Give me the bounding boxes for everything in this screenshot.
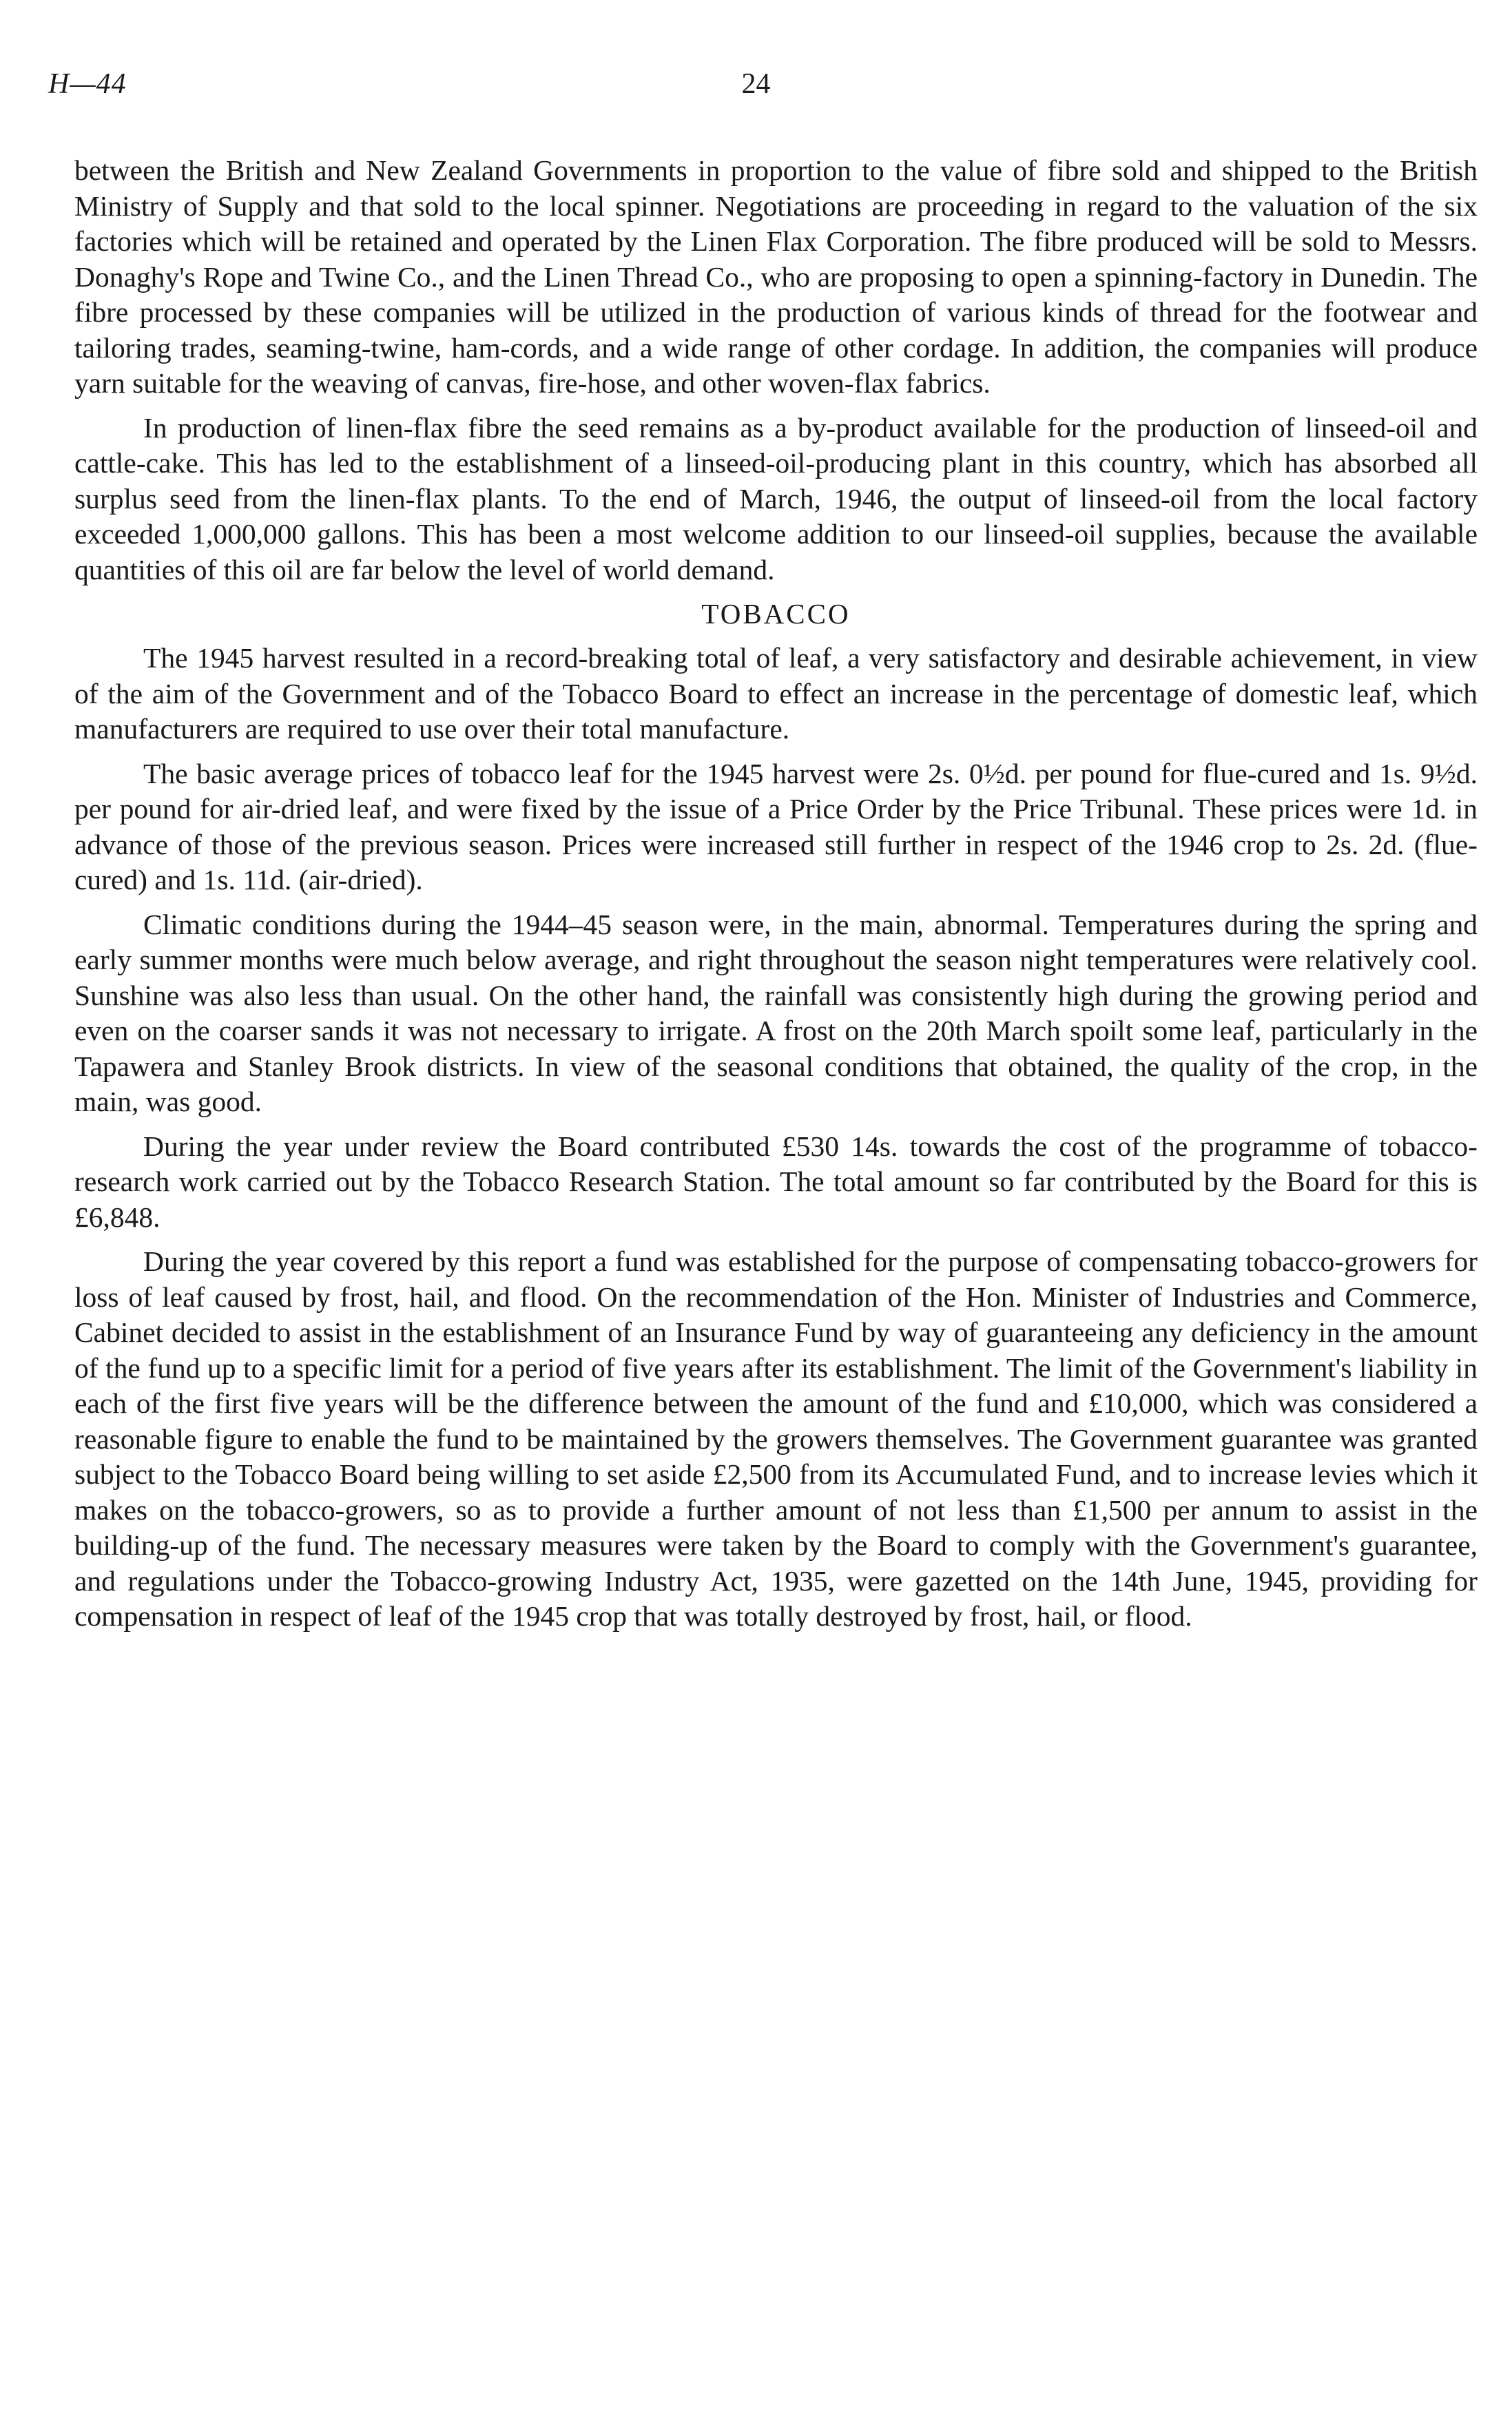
- paragraph: Climatic conditions during the 1944–45 season were, in the main, abnormal. Temperatures during the spring and early summer months were much below average, and right throughout the season night temperatures were relatively cool. Sunshine was also less than usual. On the other hand, the rainfall was consistently high during the growing period and even on the coarser sands it was not necessary to irrigate. A frost on the 20th March spoilt some leaf, particularly in the Tapawera and Stanley Brook districts. In view of the seasonal conditions that obtained, the quality of the crop, in the main, was good.: [74, 908, 1478, 1117]
- paragraph: The 1945 harvest resulted in a record-breaking total of leaf, a very satisfactory and desirable achievement, in view of the aim of the Government and of the Tobacco Board to effect an increase in the percentage of domestic leaf, which manufacturers are required to use over their total manufacture.: [74, 642, 1478, 745]
- paragraph: The basic average prices of tobacco leaf for the 1945 harvest were 2s. 0½d. per pound for flue-cured and 1s. 9½d. per pound for air-dried leaf, and were fixed by the issue of a Price Order by the Price Tribunal. These prices were 1d. in advance of those of the previous season. Prices were increased still further in respect of the 1946 crop to 2s. 2d. (flue-cured) and 1s. 11d. (air-dried).: [74, 757, 1478, 895]
- section-heading: TOBACCO: [701, 598, 851, 630]
- body-text: [74, 153, 1478, 1644]
- paragraph: During the year covered by this report a fund was established for the purpose of compensating tobacco-growers for loss of leaf caused by frost, hail, and flood. On the recommendation of the Hon. Minister of Industries and Commerce, Cabinet decided to assist in the establishment of an Insurance Fund by way of guaranteeing any deficiency in the amount of the fund up to a specific limit for a period of five years after its establishment. The limit of the Government's liability in each of the first five years will be the difference between the amount of the fund and £10,000, which was considered a reasonable figure to enable the fund to be maintained by the growers themselves. The Government guarantee was granted subject to the Tobacco Board being willing to set aside £2,500 from its Accumulated Fund, and to increase levies which it makes on the tobacco-growers, so as to provide a further amount of not less than £1,500 per annum to assist in the building-up of the fund. The necessary measures were taken by the Board to comply with the Government's guarantee, and regulations under the Tobacco-growing Industry Act, 1935, were gazetted on the 14th June, 1945, providing for compensation in respect of leaf of the 1945 crop that was totally destroyed by frost, hail, or flood.: [74, 1245, 1478, 1632]
- paragraph: During the year under review the Board contributed £530 14s. towards the cost of the programme of tobacco-research work carried out by the Tobacco Research Station. The total amount so far contributed by the Board for this is £6,848.: [74, 1130, 1478, 1233]
- paragraph: In production of linen-flax fibre the seed remains as a by-product available for the production of linseed-oil and cattle-cake. This has led to the establishment of a linseed-oil-producing plant in this country, which has absorbed all surplus seed from the linen-flax plants. To the end of March, 1946, the output of linseed-oil from the local factory exceeded 1,000,000 gallons. This has been a most welcome addition to our linseed-oil supplies, because the available quantities of this oil are far below the level of world demand.: [74, 411, 1478, 586]
- page-number: 24: [741, 68, 771, 100]
- document-reference: H—44: [48, 68, 127, 100]
- page-header: [48, 68, 1464, 109]
- paragraph: between the British and New Zealand Governments in proportion to the value of fibre sold and shipped to the British Ministry of Supply and that sold to the local spinner. Negotiations are proceeding in regard to the valuation of the six factories which will be retained and operated by the Linen Flax Corporation. The fibre produced will be sold to Messrs. Donaghy's Rope and Twine Co., and the Linen Thread Co., who are proposing to open a spinning-factory in Dunedin. The fibre processed by these companies will be utilized in the production of various kinds of thread for the footwear and tailoring trades, seaming-twine, ham-cords, and a wide range of other cordage. In addition, the companies will produce yarn suitable for the weaving of canvas, fire-hose, and other woven-flax fabrics.: [74, 154, 1478, 399]
